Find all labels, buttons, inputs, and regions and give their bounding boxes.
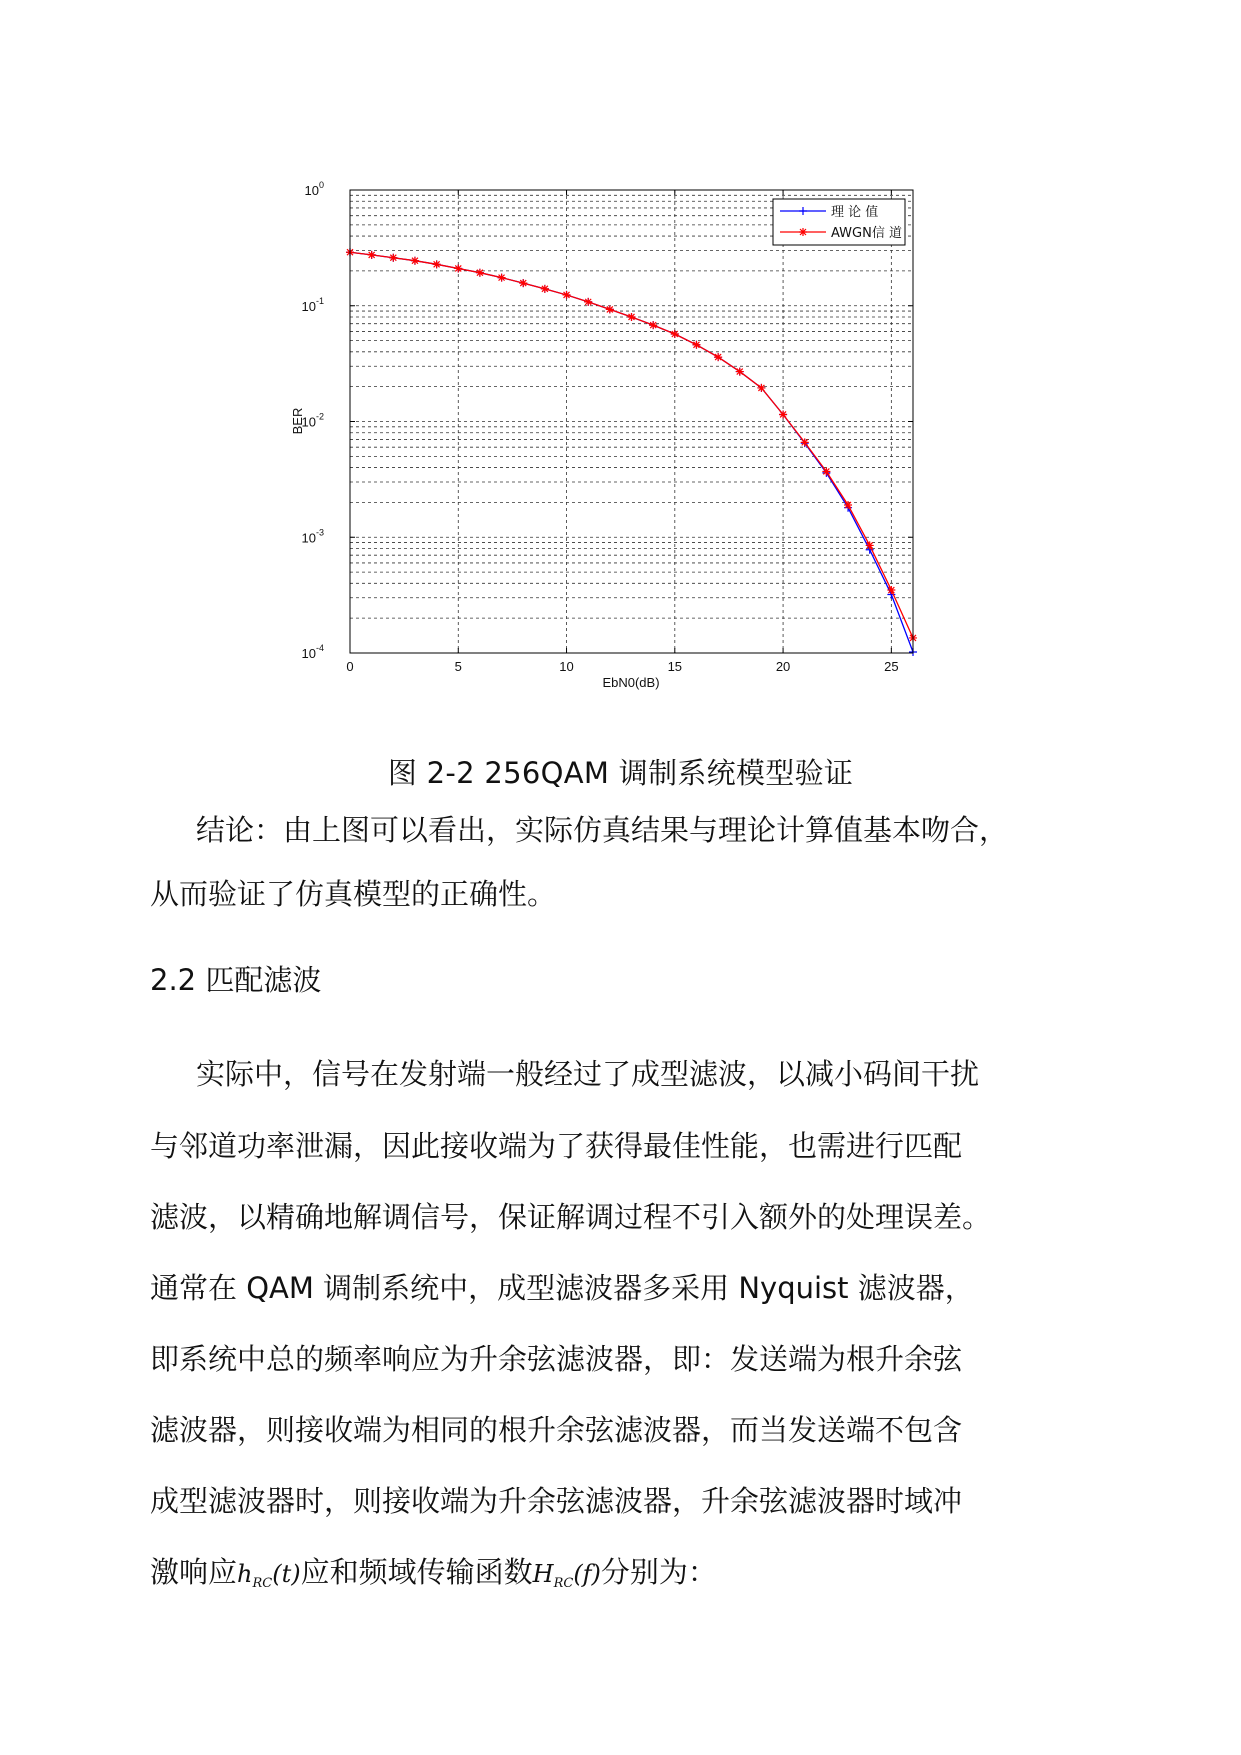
para2-line1: 实际中，信号在发射端一般经过了成型滤波，以减小码间干扰 [196,1057,980,1091]
marker-star [454,264,462,272]
marker-star [649,321,657,329]
marker-star [714,353,722,361]
formula-h-rc [237,1560,301,1591]
marker-star [692,341,700,349]
marker-star [433,260,441,268]
series-line-1 [350,252,913,652]
y-axis-label: BER [290,407,305,435]
para2-line8 [150,1550,717,1591]
chart-grid [350,190,913,653]
marker-star [757,384,765,392]
marker-star [606,305,614,313]
marker-star [822,467,830,475]
y-tick-label: $10^{-3}$ [301,527,324,546]
legend-label-1: 理 论 值 [831,205,879,220]
marker-star [779,410,787,418]
marker-star [498,274,506,282]
para2-line8-text-c: 分别为： [600,1555,717,1589]
section-heading: 2.2 匹配滤波 [150,963,322,997]
x-tick-label: 15 [667,659,683,674]
marker-star [584,298,592,306]
marker-star [368,251,376,259]
para2-line8-text-b: 应和频域传输函数 [300,1555,533,1589]
y-tick-labels [302,180,913,661]
marker-star [411,257,419,265]
chart-legend [773,199,905,245]
x-tick-label: 25 [884,659,899,674]
marker-star [799,228,807,236]
marker-star [389,254,397,262]
formula-H-rc [532,1560,601,1591]
marker-star [541,285,549,293]
marker-star [476,269,484,277]
marker-star [628,313,636,321]
legend-label-2: AWGN信 道 [831,226,902,241]
formula-h-symbol: h [237,1560,253,1588]
para2-line5: 即系统中总的频率响应为升余弦滤波器，即：发送端为根升余弦 [150,1342,963,1376]
formula-H-subscript: RC [553,1576,574,1591]
y-tick-label: $10^{-1}$ [301,295,324,314]
chart-series [346,248,917,656]
para2-line4: 通常在 QAM 调制系统中，成型滤波器多采用 Nyquist 滤波器， [150,1271,974,1305]
series-line-2 [350,252,913,638]
formula-H-symbol: H [532,1560,554,1588]
x-tick-label: 20 [775,659,791,674]
marker-star [563,291,571,299]
para1-line1: 结论：由上图可以看出，实际仿真结果与理论计算值基本吻合， [196,813,1009,847]
marker-star [801,438,809,446]
para2-line2: 与邻道功率泄漏，因此接收端为了获得最佳性能，也需进行匹配 [150,1129,963,1163]
formula-h-argument: (t) [272,1560,301,1588]
x-tick-label: 10 [559,659,574,674]
formula-h-subscript: RC [252,1576,273,1591]
marker-star [866,541,874,549]
ber-chart-svg [280,170,940,710]
y-tick-label: $10^0$ [304,180,324,198]
formula-H-argument: (f) [573,1560,601,1588]
y-tick-label: $10^{-4}$ [301,643,324,661]
y-tick-label: $10^{-2}$ [301,411,324,430]
marker-star [736,368,744,376]
marker-star [519,279,527,287]
marker-star [887,586,895,594]
marker-star [844,501,852,509]
para2-line3: 滤波，以精确地解调信号，保证解调过程不引入额外的处理误差。 [150,1200,992,1234]
x-tick-label: 5 [454,659,462,674]
para2-line6: 滤波器，则接收端为相同的根升余弦滤波器，而当发送端不包含 [150,1413,963,1447]
para2-line7: 成型滤波器时，则接收端为升余弦滤波器，升余弦滤波器时域冲 [150,1484,963,1518]
x-axis-label: EbN0(dB) [602,675,660,690]
para1-line2: 从而验证了仿真模型的正确性。 [150,877,557,911]
ber-chart [280,170,940,710]
para2-line8-text-a: 激响应 [150,1555,238,1589]
marker-star [671,330,679,338]
figure-caption: 图 2-2 256QAM 调制系统模型验证 [387,756,854,790]
x-tick-label: 0 [346,659,354,674]
